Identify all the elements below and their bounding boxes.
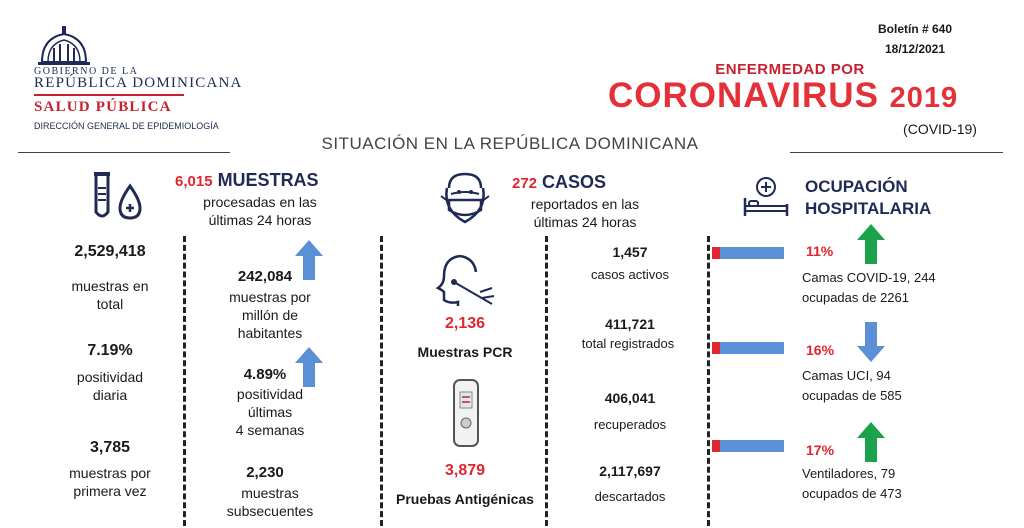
ventiladores-pct: 17% (806, 442, 835, 458)
casos-activos-value: 1,457 (612, 244, 648, 260)
subsecuentes-value: 2,230 (246, 464, 284, 481)
subsecuentes-label-line1: muestras (241, 485, 299, 501)
total-registrados-value: 411,721 (605, 316, 655, 332)
subsecuentes-label-line2: subsecuentes (226, 503, 314, 519)
ventiladores-label-line2: ocupados de 473 (802, 486, 902, 501)
positividad-4sem-label (200, 385, 340, 439)
positividad-diaria-label (40, 368, 180, 404)
occupancy-bar (720, 440, 784, 452)
muestras-total-value: 2,529,418 (74, 243, 146, 260)
ventiladores-label-line1: Ventiladores, 79 (802, 466, 896, 481)
camas-covid-label-line2: ocupadas de 2261 (802, 290, 909, 305)
occupancy-bar (720, 247, 784, 259)
arrow-up-green-icon (856, 222, 886, 266)
test-tube-icon (88, 170, 148, 222)
descartados-value: 2,117,697 (599, 463, 661, 479)
total-registrados-label: total registrados (581, 336, 675, 351)
casos-subtitle-line1: reportados en las (530, 196, 640, 212)
millon-label-line3: habitantes (237, 325, 303, 341)
camas-covid-pct: 11% (806, 243, 834, 259)
muestras-subtitle-line1: procesadas en las (203, 194, 317, 210)
primera-vez-value: 3,785 (89, 439, 131, 456)
divider-2 (380, 236, 383, 526)
divider-4 (707, 236, 710, 526)
camas-covid-label-line1: Camas COVID-19, 244 (802, 270, 936, 285)
camas-uci-label (802, 366, 1002, 406)
covid-label: (COVID-19) (903, 121, 977, 137)
ventiladores-label (802, 464, 1002, 504)
ocupacion-title-line1: OCUPACIÓN (805, 177, 908, 196)
muestras-total-label (40, 277, 180, 313)
primera-vez-label (40, 464, 180, 500)
camas-uci-label-line1: Camas UCI, 94 (802, 368, 891, 383)
boletin-date: 18/12/2021 (884, 42, 946, 56)
arrow-up-green-icon (856, 420, 886, 464)
antigen-label: Pruebas Antigénicas (396, 491, 534, 507)
subsecuentes-label (200, 484, 340, 520)
millon-label (200, 288, 340, 342)
coronavirus-word: CORONAVIRUS (608, 76, 879, 115)
coronavirus-title (608, 76, 958, 116)
ocupacion-title-line2: HOSPITALARIA (805, 199, 932, 218)
logo-gobierno-text: GOBIERNO DE LA (34, 66, 139, 77)
ocupacion-heading (805, 176, 931, 220)
casos-activos-label: casos activos (590, 267, 670, 282)
nasal-swab-icon (432, 252, 498, 308)
government-seal-logo (34, 24, 94, 66)
situacion-heading: SITUACIÓN EN LA REPÚBLICA DOMINICANA (230, 134, 790, 154)
millon-label-line1: muestras por (229, 289, 311, 305)
boletin-number: Boletín # 640 (877, 22, 953, 36)
muestras-count: 6,015 (175, 173, 213, 190)
positividad-diaria-value: 7.19% (87, 342, 133, 359)
occupancy-bar-fill (712, 440, 720, 452)
casos-subtitle (505, 195, 665, 231)
recuperados-value: 406,041 (604, 390, 656, 406)
occupancy-bar (720, 342, 784, 354)
divider-3 (545, 236, 548, 526)
hospital-bed-icon (742, 176, 790, 218)
descartados-label: descartados (594, 489, 666, 504)
occupancy-bar-fill (712, 247, 720, 259)
millon-value: 242,084 (237, 268, 293, 285)
logo-salud-text: SALUD PÚBLICA (34, 99, 172, 115)
recuperados-label: recuperados (593, 417, 667, 432)
casos-heading (512, 172, 606, 193)
antigen-test-icon (451, 378, 481, 448)
pcr-value: 2,136 (444, 315, 486, 332)
camas-uci-pct: 16% (806, 342, 835, 358)
pcr-label: Muestras PCR (417, 344, 513, 360)
muestras-total-label-line2: total (96, 296, 124, 312)
positividad-diaria-label-line2: diaria (92, 387, 128, 403)
logo-direccion-text: DIRECCIÓN GENERAL DE EPIDEMIOLOGÍA (34, 121, 219, 131)
muestras-subtitle (180, 193, 340, 229)
positividad-4sem-label-line1: positividad (236, 386, 304, 402)
primera-vez-label-line1: muestras por (69, 465, 151, 481)
positividad-diaria-label-line1: positividad (76, 369, 144, 385)
antigen-value: 3,879 (444, 462, 486, 479)
muestras-heading (175, 170, 319, 191)
masked-face-icon (435, 170, 495, 226)
positividad-4sem-value: 4.89% (243, 366, 287, 383)
primera-vez-label-line2: primera vez (73, 483, 147, 499)
casos-title: CASOS (542, 172, 607, 192)
muestras-title: MUESTRAS (217, 170, 319, 190)
coronavirus-year: 2019 (889, 82, 959, 114)
arrow-down-blue-icon (856, 320, 886, 364)
enfermedad-heading: ENFERMEDAD POR (715, 61, 865, 78)
millon-label-line2: millón de (241, 307, 299, 323)
logo-divider (34, 94, 184, 96)
casos-count: 272 (512, 175, 538, 192)
muestras-subtitle-line2: últimas 24 horas (208, 212, 312, 228)
camas-uci-label-line2: ocupadas de 585 (802, 388, 902, 403)
positividad-4sem-label-line2: últimas (247, 404, 293, 420)
divider-1 (183, 236, 186, 526)
casos-subtitle-line2: últimas 24 horas (533, 214, 637, 230)
logo-republica-text: REPÚBLICA DOMINICANA (34, 75, 243, 91)
positividad-4sem-label-line3: 4 semanas (235, 422, 305, 438)
camas-covid-label (802, 268, 1002, 308)
occupancy-bar-fill (712, 342, 720, 354)
muestras-total-label-line1: muestras en (71, 278, 149, 294)
